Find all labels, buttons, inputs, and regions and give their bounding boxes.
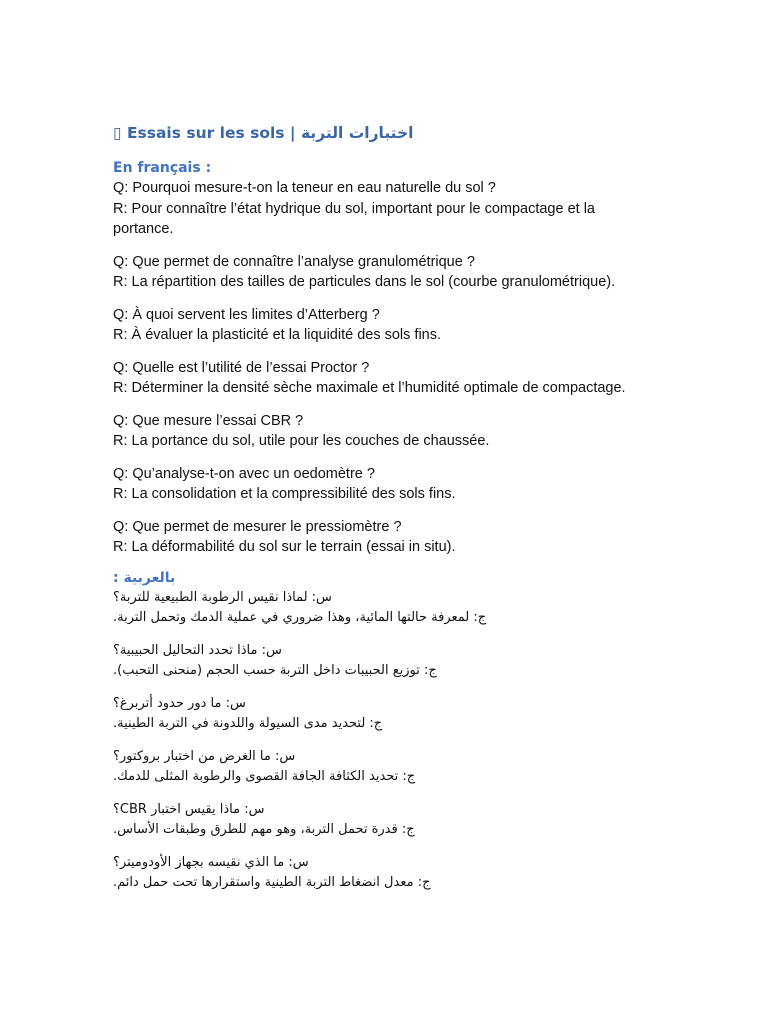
french-answer: R: La déformabilité du sol sur le terrain (essai in situ). [113, 539, 456, 555]
french-answer: R: À évaluer la plasticité et la liquidité des sols fins. [113, 327, 442, 343]
arabic-qa-item [113, 747, 653, 788]
french-qa-item [113, 411, 653, 452]
french-qa-item [113, 252, 653, 293]
french-answer: R: La répartition des tailles de particules dans le sol (courbe granulométrique). [113, 274, 616, 290]
french-question: Q: Quelle est l’utilité de l’essai Proctor ? [113, 359, 370, 376]
arabic-answer: ج: لتحديد مدى السيولة واللدونة في التربة الطينية. [113, 716, 383, 731]
french-answer: R: Déterminer la densité sèche maximale et l’humidité optimale de compactage. [113, 380, 626, 396]
french-qa-item [113, 517, 653, 558]
arabic-question: س: ماذا تحدد التحاليل الحبيبية؟ [113, 642, 282, 658]
arabic-question: س: ماذا يقيس اختبار CBR؟ [113, 801, 265, 817]
document-title [113, 124, 653, 142]
arabic-qa-list [113, 588, 653, 894]
french-question: Q: Que permet de mesurer le pressiomètre ? [113, 518, 402, 535]
french-qa-item [113, 358, 653, 399]
arabic-qa-item [113, 853, 653, 894]
french-qa-item [113, 178, 653, 240]
arabic-question: س: ما الذي نقيسه بجهاز الأودوميتر؟ [113, 854, 309, 870]
french-question: Q: Qu’analyse-t-on avec un oedomètre ? [113, 465, 375, 482]
arabic-section-label: بالعربية : [113, 569, 176, 586]
french-question: Q: À quoi servent les limites d’Atterberg ? [113, 306, 380, 323]
french-question: Q: Que mesure l’essai CBR ? [113, 412, 304, 429]
french-question: Q: Pourquoi mesure-t-on la teneur en eau naturelle du sol ? [113, 180, 496, 196]
arabic-qa-item [113, 694, 653, 735]
document-page [113, 124, 653, 906]
arabic-answer: ج: قدرة تحمل التربة، وهو مهم للطرق وطبقات الأساس. [113, 822, 415, 837]
french-question: Q: Que permet de connaître l’analyse granulométrique ? [113, 253, 475, 270]
arabic-answer: ج: توزيع الحبيبات داخل التربة حسب الحجم (منحنى التحبب). [113, 663, 437, 678]
french-qa-item [113, 305, 653, 346]
placeholder-glyph-icon: ▯ [113, 124, 122, 142]
french-answer: R: Pour connaître l’état hydrique du sol, important pour le compactage et la portance. [113, 200, 595, 237]
arabic-qa-item [113, 641, 653, 682]
french-answer: R: La portance du sol, utile pour les couches de chaussée. [113, 433, 490, 449]
arabic-question: س: لماذا نقيس الرطوبة الطبيعية للتربة؟ [113, 589, 332, 605]
arabic-answer: ج: معدل انضغاط التربة الطينية واستقرارها تحت حمل دائم. [113, 875, 431, 890]
arabic-qa-item [113, 800, 653, 841]
french-section-label: En français : [113, 160, 212, 176]
arabic-question: س: ما الغرض من اختبار بروكتور؟ [113, 748, 296, 764]
french-answer: R: La consolidation et la compressibilité des sols fins. [113, 486, 456, 502]
french-qa-item [113, 464, 653, 505]
arabic-question: س: ما دور حدود أتربرغ؟ [113, 695, 246, 711]
document-title-text: Essais sur les sols | اختبارات التربة [126, 124, 414, 142]
french-qa-list [113, 178, 653, 558]
arabic-answer: ج: تحديد الكثافة الجافة القصوى والرطوبة المثلى للدمك. [113, 769, 416, 784]
arabic-answer: ج: لمعرفة حالتها المائية، وهذا ضروري في عملية الدمك وتحمل التربة. [113, 610, 487, 625]
arabic-qa-item [113, 588, 653, 629]
